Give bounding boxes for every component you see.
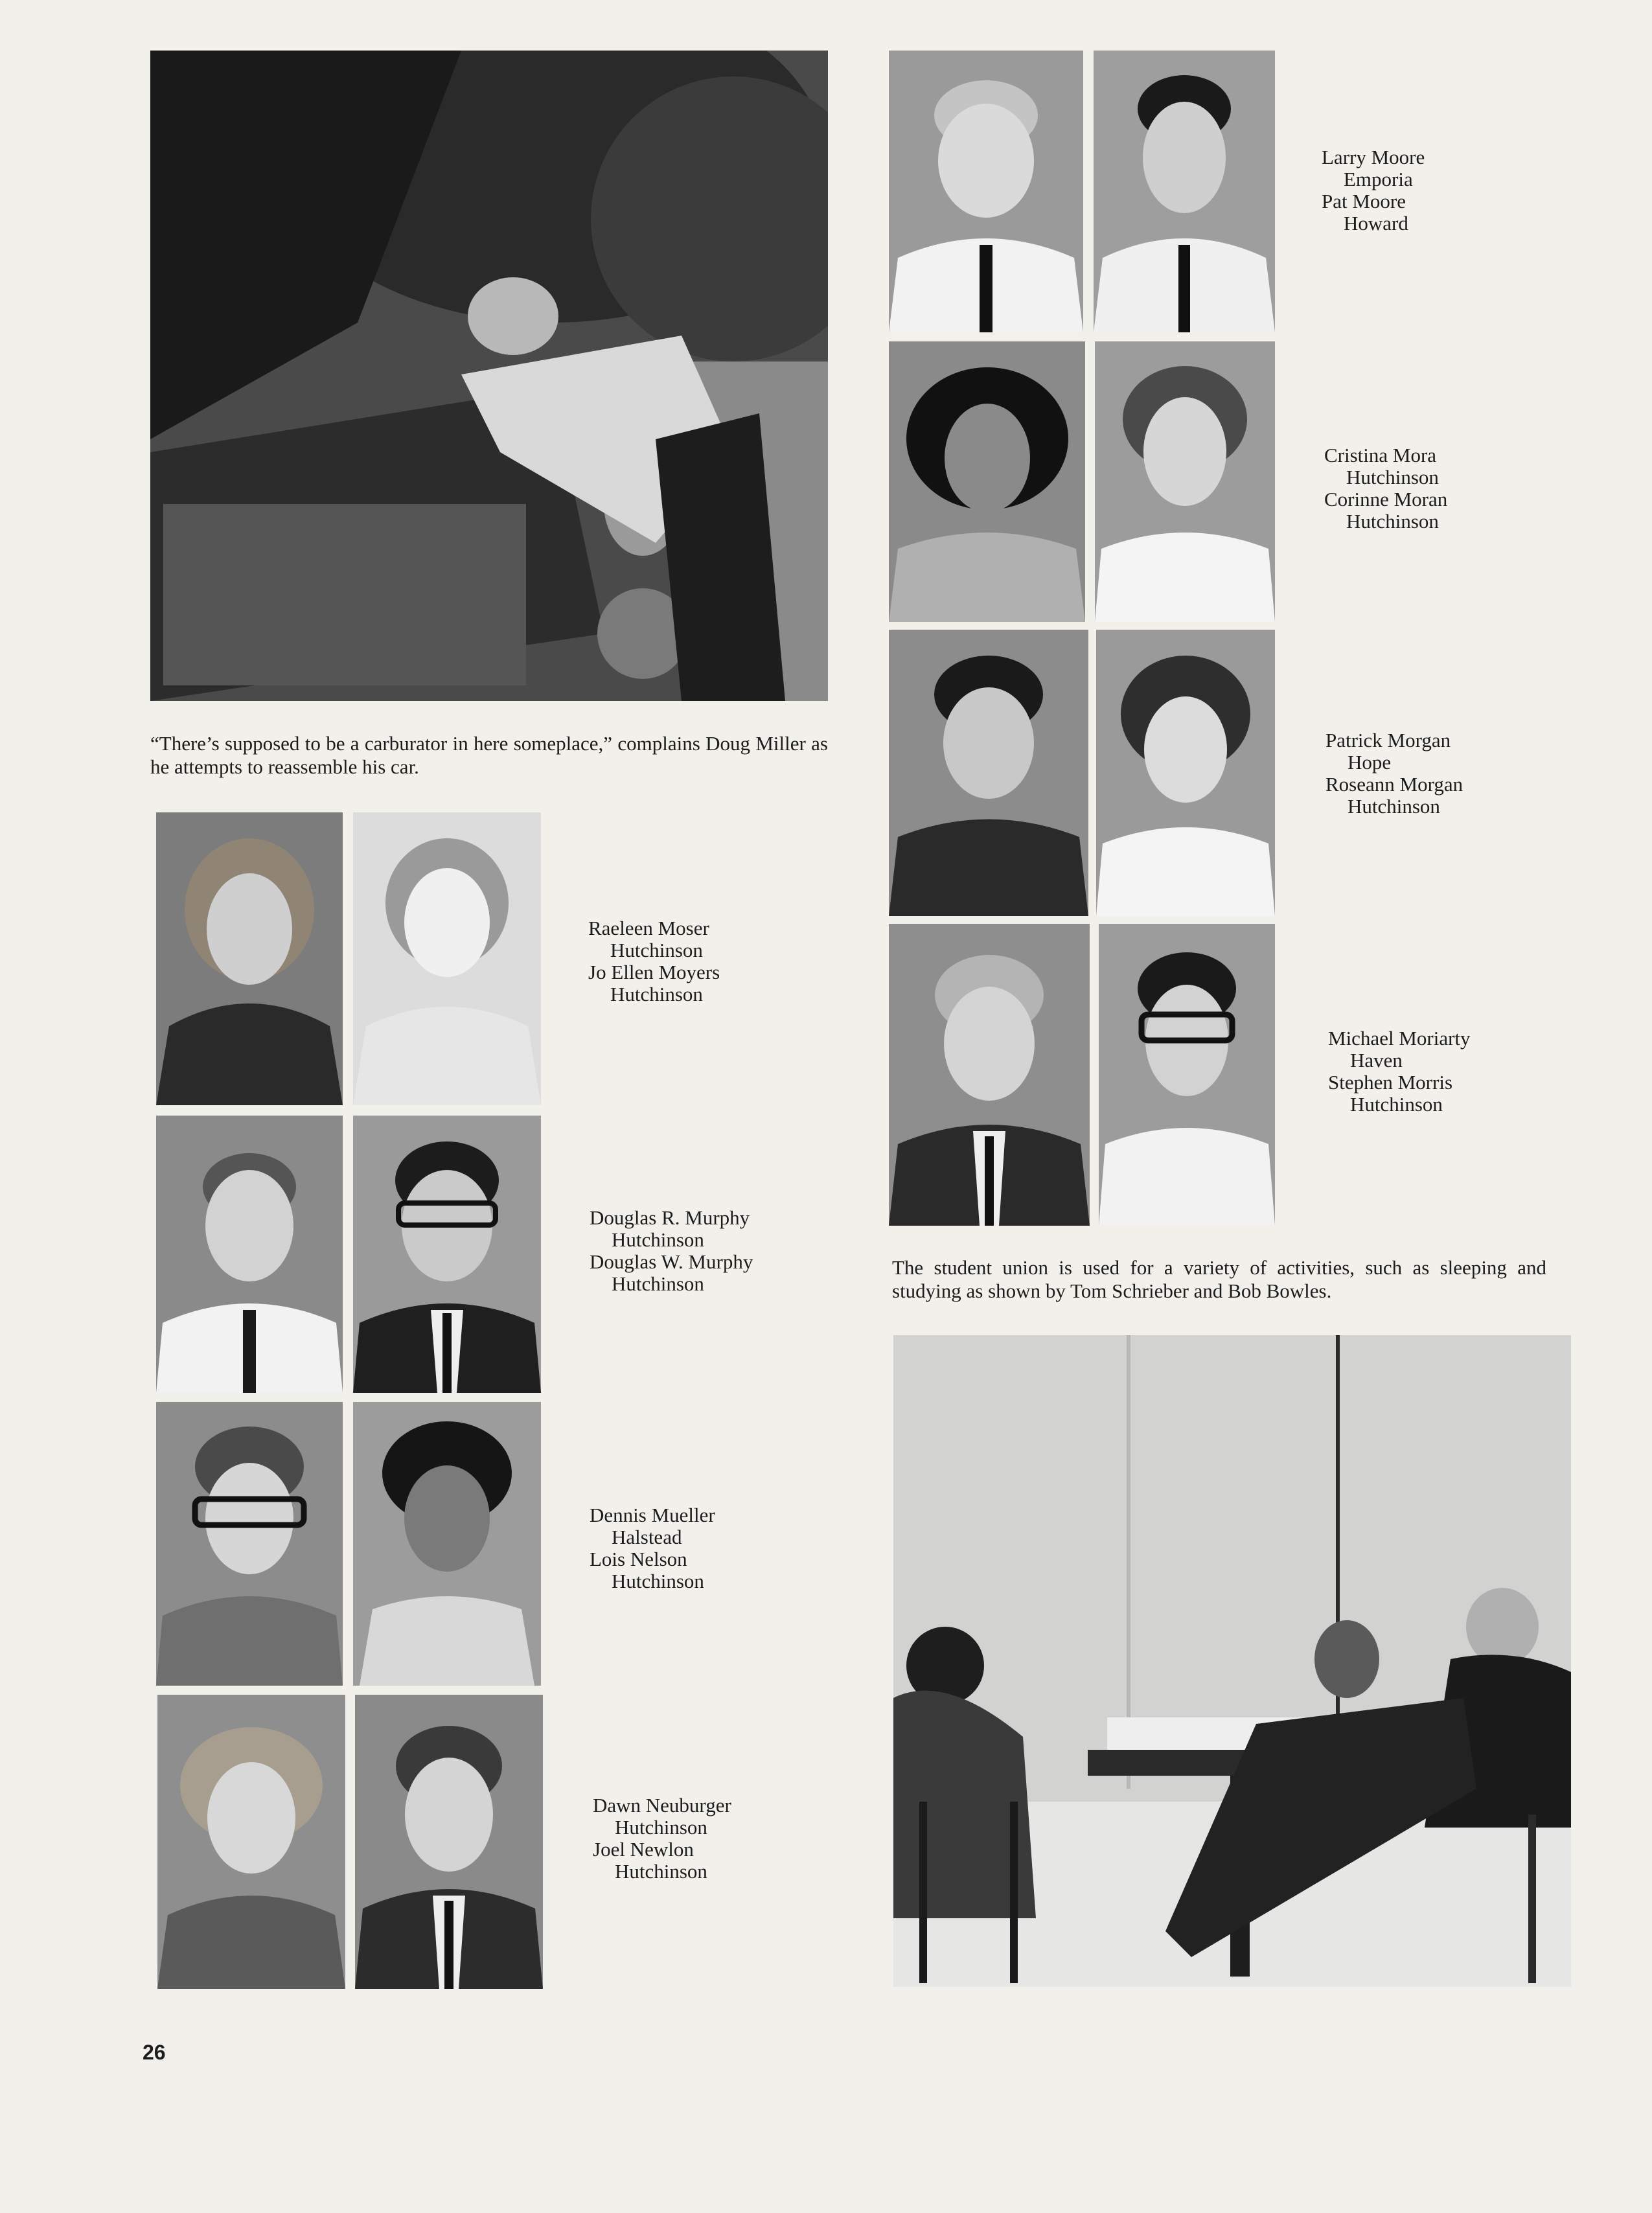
student-name: Douglas R. Murphy xyxy=(590,1206,750,1229)
student-hometown: Hutchinson xyxy=(610,939,703,961)
student-name: Stephen Morris xyxy=(1328,1071,1453,1094)
student-hometown: Emporia xyxy=(1344,168,1413,190)
portrait-photo xyxy=(889,341,1085,622)
portrait-photo xyxy=(1096,630,1275,916)
name-block xyxy=(590,1504,715,1592)
student-name: Larry Moore xyxy=(1322,146,1425,168)
student-name: Pat Moore xyxy=(1322,190,1406,212)
student-name: Patrick Morgan xyxy=(1325,729,1451,751)
portrait-photo xyxy=(353,1402,541,1686)
student-hometown: Hutchinson xyxy=(615,1816,707,1839)
car-photo-caption: “There’s supposed to be a carburator in here someplace,” complains Doug Miller as he attempts to reassemble his car. xyxy=(150,732,828,778)
student-hometown: Hutchinson xyxy=(615,1860,707,1883)
name-block xyxy=(1328,1027,1471,1116)
portrait-photo xyxy=(156,1402,343,1686)
student-name: Jo Ellen Moyers xyxy=(588,961,720,983)
student-hometown: Hutchinson xyxy=(610,983,703,1005)
portrait-photo xyxy=(157,1695,345,1989)
name-block xyxy=(1322,146,1425,235)
page-number: 26 xyxy=(143,2041,166,2064)
student-union-caption: The student union is used for a variety of activities, such as sleeping and studying as shown by Tom Schrieber and Bob Bowles. xyxy=(892,1256,1546,1302)
name-block xyxy=(590,1207,753,1295)
portrait-photo xyxy=(156,1116,343,1393)
portrait-photo xyxy=(1099,924,1275,1226)
student-hometown: Haven xyxy=(1350,1049,1403,1072)
student-hometown: Hope xyxy=(1348,751,1392,774)
student-hometown: Halstead xyxy=(612,1526,682,1548)
student-name: Dawn Neuburger xyxy=(593,1794,731,1817)
portrait-photo xyxy=(889,630,1088,916)
student-name: Lois Nelson xyxy=(590,1548,687,1570)
student-hometown: Hutchinson xyxy=(612,1570,704,1592)
student-hometown: Hutchinson xyxy=(612,1272,704,1295)
portrait-photo xyxy=(1094,51,1275,332)
portrait-photo xyxy=(156,812,343,1105)
student-hometown: Howard xyxy=(1344,212,1408,235)
student-hometown: Hutchinson xyxy=(1346,466,1439,488)
portrait-photo xyxy=(1095,341,1275,622)
student-name: Dennis Mueller xyxy=(590,1504,715,1526)
name-block xyxy=(1325,729,1463,818)
student-hometown: Hutchinson xyxy=(1346,510,1439,533)
name-block xyxy=(593,1794,731,1883)
student-hometown: Hutchinson xyxy=(1350,1093,1443,1116)
student-name: Joel Newlon xyxy=(593,1838,694,1861)
student-hometown: Hutchinson xyxy=(1348,795,1440,818)
portrait-photo xyxy=(889,924,1090,1226)
portrait-photo xyxy=(889,51,1083,332)
student-name: Michael Moriarty xyxy=(1328,1027,1471,1049)
car-repair-photo xyxy=(150,51,828,701)
student-name: Corinne Moran xyxy=(1324,488,1448,510)
student-union-photo xyxy=(893,1335,1571,1987)
name-block xyxy=(1324,444,1447,533)
student-hometown: Hutchinson xyxy=(612,1228,704,1251)
student-name: Cristina Mora xyxy=(1324,444,1437,466)
student-name: Roseann Morgan xyxy=(1325,773,1463,796)
portrait-photo xyxy=(353,812,541,1105)
student-name: Raeleen Moser xyxy=(588,917,709,939)
portrait-photo xyxy=(355,1695,543,1989)
name-block xyxy=(588,917,720,1005)
student-name: Douglas W. Murphy xyxy=(590,1250,753,1273)
portrait-photo xyxy=(353,1116,541,1393)
